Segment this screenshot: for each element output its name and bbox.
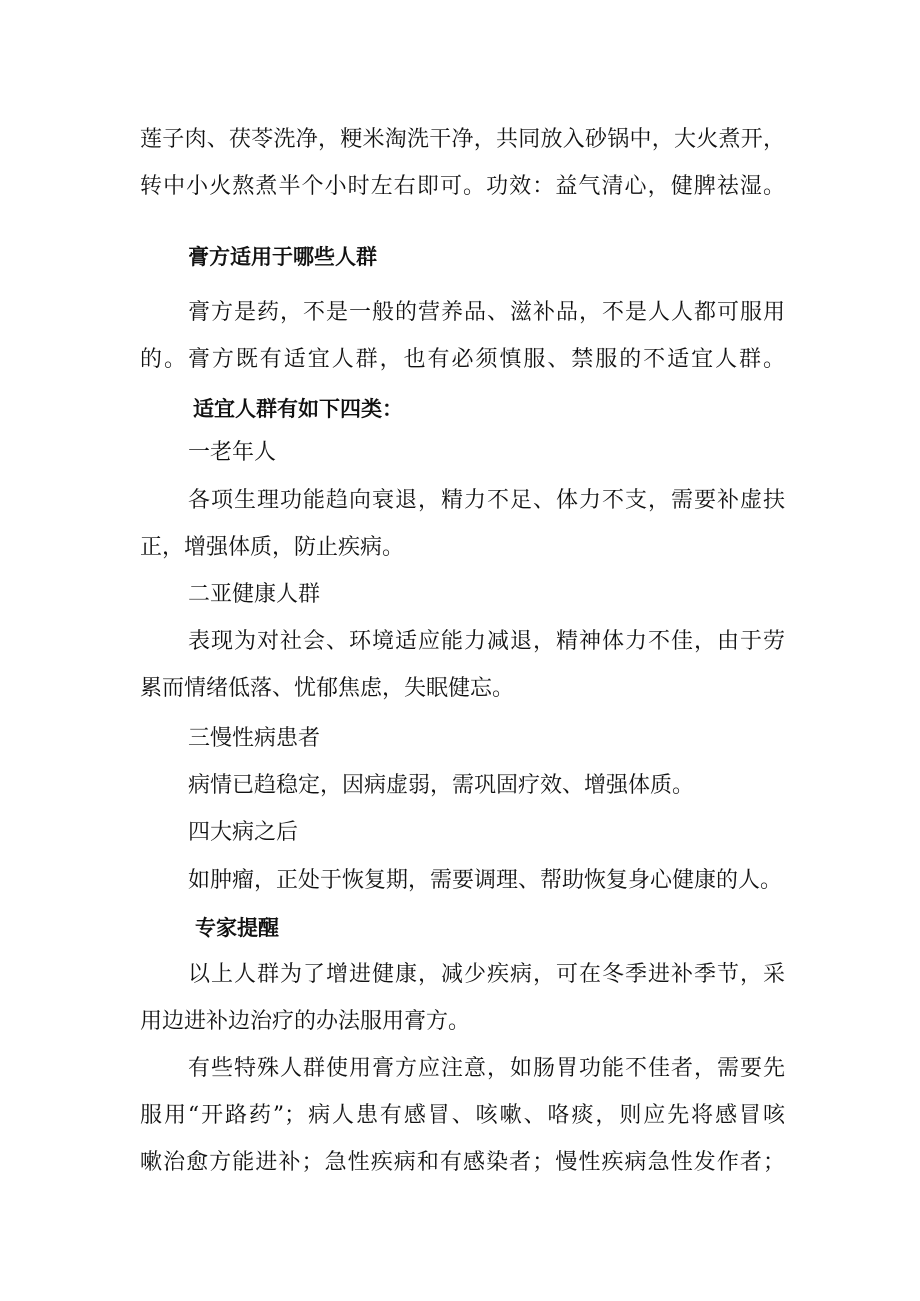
paragraph-line: 膏方是药，不是一般的营养品、滋补品，不是人人都可服用 <box>188 300 785 325</box>
paragraph-line: 服用“开路药”；病人患有感冒、咳嗽、咯痰，则应先将感冒咳 <box>140 1103 785 1128</box>
paragraph-line: 病情已趋稳定，因病虚弱，需巩固疗效、增强体质。 <box>188 773 695 798</box>
section-heading: 专家提醒 <box>195 916 279 940</box>
section-heading: 膏方适用于哪些人群 <box>188 245 377 269</box>
paragraph-line: 用边进补边治疗的办法服用膏方。 <box>140 1009 471 1034</box>
paragraph-line: 莲子肉、茯苓洗净，粳米淘洗干净，共同放入砂锅中，大火煮开， <box>140 127 785 152</box>
list-item-title: 三慢性病患者 <box>188 726 321 751</box>
paragraph-line: 正，增强体质，防止疾病。 <box>140 535 405 560</box>
list-item-title: 四大病之后 <box>188 820 299 845</box>
paragraph-line: 累而情绪低落、忧郁焦虑，失眠健忘。 <box>140 676 515 701</box>
list-item-title: 二亚健康人群 <box>188 582 321 607</box>
paragraph-line: 表现为对社会、环境适应能力减退，精神体力不佳，由于劳 <box>188 629 785 654</box>
paragraph-line: 以上人群为了增进健康，减少疾病，可在冬季进补季节，采 <box>188 962 785 987</box>
paragraph-line: 有些特殊人群使用膏方应注意，如肠胃功能不佳者，需要先 <box>188 1056 785 1081</box>
paragraph-line: 各项生理功能趋向衰退，精力不足、体力不支，需要补虚扶 <box>188 488 785 513</box>
paragraph-line: 的。膏方既有适宜人群，也有必须慎服、禁服的不适宜人群。 <box>140 347 785 372</box>
paragraph-line: 转中小火熬煮半个小时左右即可。功效：益气清心，健脾祛湿。 <box>140 174 785 199</box>
paragraph-line: 嗽治愈方能进补；急性疾病和有感染者；慢性疾病急性发作者； <box>140 1150 785 1175</box>
list-item-title: 一老年人 <box>188 440 277 465</box>
section-heading: 适宜人群有如下四类： <box>193 397 403 421</box>
paragraph-line: 如肿瘤，正处于恢复期，需要调理、帮助恢复身心健康的人。 <box>188 868 783 893</box>
